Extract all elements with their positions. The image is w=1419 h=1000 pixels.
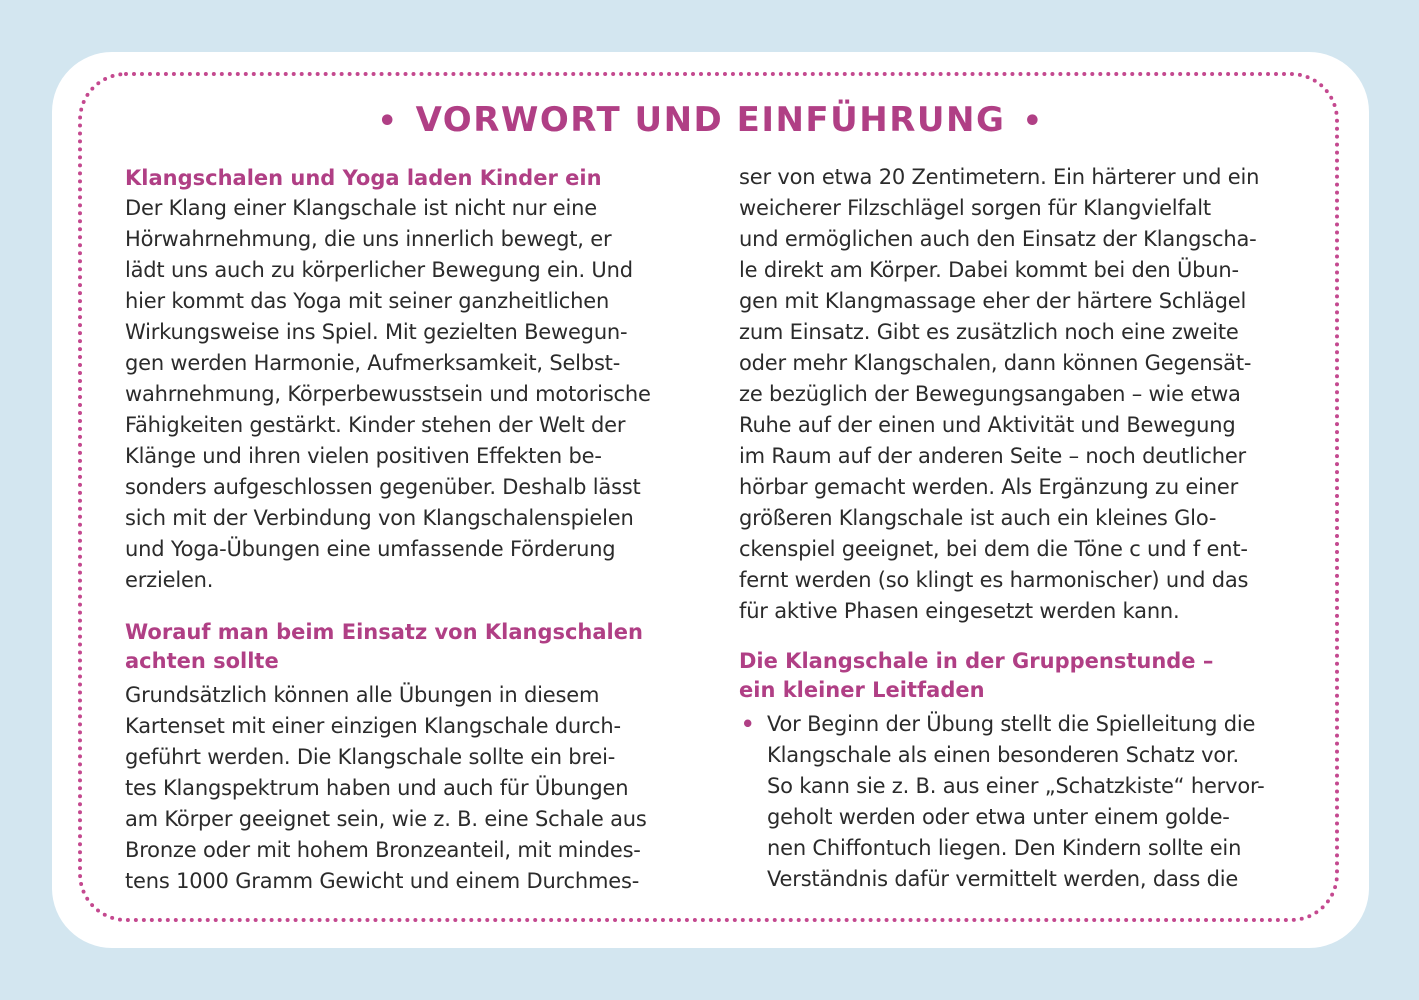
text-line: und ermöglichen auch den Einsatz der Klangscha- <box>739 227 1257 251</box>
text-line: ser von etwa 20 Zentimetern. Ein härterer und ein <box>739 165 1260 189</box>
text-line: oder mehr Klangschalen, dann können Gegensät- <box>739 351 1252 375</box>
section-body-continued <box>739 162 1299 627</box>
text-line: ckenspiel geeignet, bei dem die Töne c und f ent- <box>739 537 1248 561</box>
list-item <box>739 709 1299 895</box>
section-heading-klangschalen-yoga: Klangschalen und Yoga laden Kinder ein <box>125 166 602 190</box>
text-line: Kartenset mit einer einzigen Klangschale durch- <box>125 714 621 738</box>
title-dot-left: • <box>377 104 399 139</box>
section-heading-worauf-achten <box>125 618 685 676</box>
text-line: erzielen. <box>125 568 214 592</box>
text-line: hier kommt das Yoga mit seiner ganzheitlichen <box>125 289 610 313</box>
text-line: Der Klang einer Klangschale ist nicht nur eine <box>125 196 597 220</box>
text-line: lädt uns auch zu körperlicher Bewegung ein. Und <box>125 258 633 282</box>
left-column <box>125 164 685 897</box>
text-line: Grundsätzlich können alle Übungen in diesem <box>125 683 600 707</box>
section-body-worauf-achten <box>125 680 685 897</box>
text-line: Klänge und ihren vielen positiven Effekten be- <box>125 444 602 468</box>
text-line: geführt werden. Die Klangschale sollte ein brei- <box>125 745 616 769</box>
text-line: ze bezüglich der Bewegungsangaben – wie etwa <box>739 382 1241 406</box>
text-line: größeren Klangschale ist auch ein kleines Glo- <box>739 506 1217 530</box>
bullet-dot-icon: • <box>741 712 755 736</box>
title-text: VORWORT UND EINFÜHRUNG <box>415 100 1006 140</box>
text-line: hörbar gemacht werden. Als Ergänzung zu einer <box>739 475 1239 499</box>
text-line: Bronze oder mit hohem Bronzeanteil, mit mindes- <box>125 838 641 862</box>
heading-line: achten sollte <box>125 649 279 673</box>
text-line: weicherer Filzschlägel sorgen für Klangvielfalt <box>739 196 1211 220</box>
text-line: am Körper geeignet sein, wie z. B. eine Schale aus <box>125 807 647 831</box>
text-line: gen werden Harmonie, Aufmerksamkeit, Selbst- <box>125 351 621 375</box>
page-title <box>52 98 1369 144</box>
text-line: Fähigkeiten gestärkt. Kinder stehen der Welt der <box>125 413 626 437</box>
text-line: fernt werden (so klingt es harmonischer) und das <box>739 568 1249 592</box>
section-body-klangschalen-yoga <box>125 193 685 596</box>
text-line: gen mit Klangmassage eher der härtere Schlägel <box>739 289 1247 313</box>
text-line: wahrnehmung, Körperbewusstsein und motorische <box>125 382 651 406</box>
text-line: und Yoga-Übungen eine umfassende Förderung <box>125 537 616 561</box>
heading-line: Worauf man beim Einsatz von Klangschalen <box>125 620 643 644</box>
right-column <box>739 162 1299 895</box>
section-spacer <box>125 596 685 618</box>
content-card <box>52 52 1369 948</box>
text-line: sonders aufgeschlossen gegenüber. Deshalb lässt <box>125 475 641 499</box>
text-line: sich mit der Verbindung von Klangschalenspielen <box>125 506 634 530</box>
text-line: le direkt am Körper. Dabei kommt bei den Übun- <box>739 258 1239 282</box>
text-line: Hörwahrnehmung, die uns innerlich bewegt, er <box>125 227 612 251</box>
text-line: im Raum auf der anderen Seite – noch deutlicher <box>739 444 1246 468</box>
text-line: Wirkungsweise ins Spiel. Mit gezielten Bewegun- <box>125 320 628 344</box>
text-line: So kann sie z. B. aus einer „Schatzkiste“ hervor- <box>767 774 1265 798</box>
text-line: tens 1000 Gramm Gewicht und einem Durchmes- <box>125 869 640 893</box>
heading-line: ein kleiner Leitfaden <box>739 678 985 702</box>
text-line: Vor Beginn der Übung stellt die Spielleitung die <box>767 712 1256 736</box>
text-line: für aktive Phasen eingesetzt werden kann. <box>739 599 1180 623</box>
text-line: tes Klangspektrum haben und auch für Übungen <box>125 776 629 800</box>
text-line: nen Chiffontuch liegen. Den Kindern sollte ein <box>767 836 1242 860</box>
title-dot-right: • <box>1022 104 1044 139</box>
text-line: Verständnis dafür vermittelt werden, dass die <box>767 867 1239 891</box>
section-heading-gruppenstunde <box>739 647 1299 705</box>
text-line: Klangschale als einen besonderen Schatz vor. <box>767 743 1240 767</box>
section-spacer <box>739 627 1299 647</box>
text-line: geholt werden oder etwa unter einem golde- <box>767 805 1230 829</box>
text-line: zum Einsatz. Gibt es zusätzlich noch eine zweite <box>739 320 1239 344</box>
text-line: Ruhe auf der einen und Aktivität und Bewegung <box>739 413 1236 437</box>
heading-line: Die Klangschale in der Gruppenstunde – <box>739 649 1214 673</box>
